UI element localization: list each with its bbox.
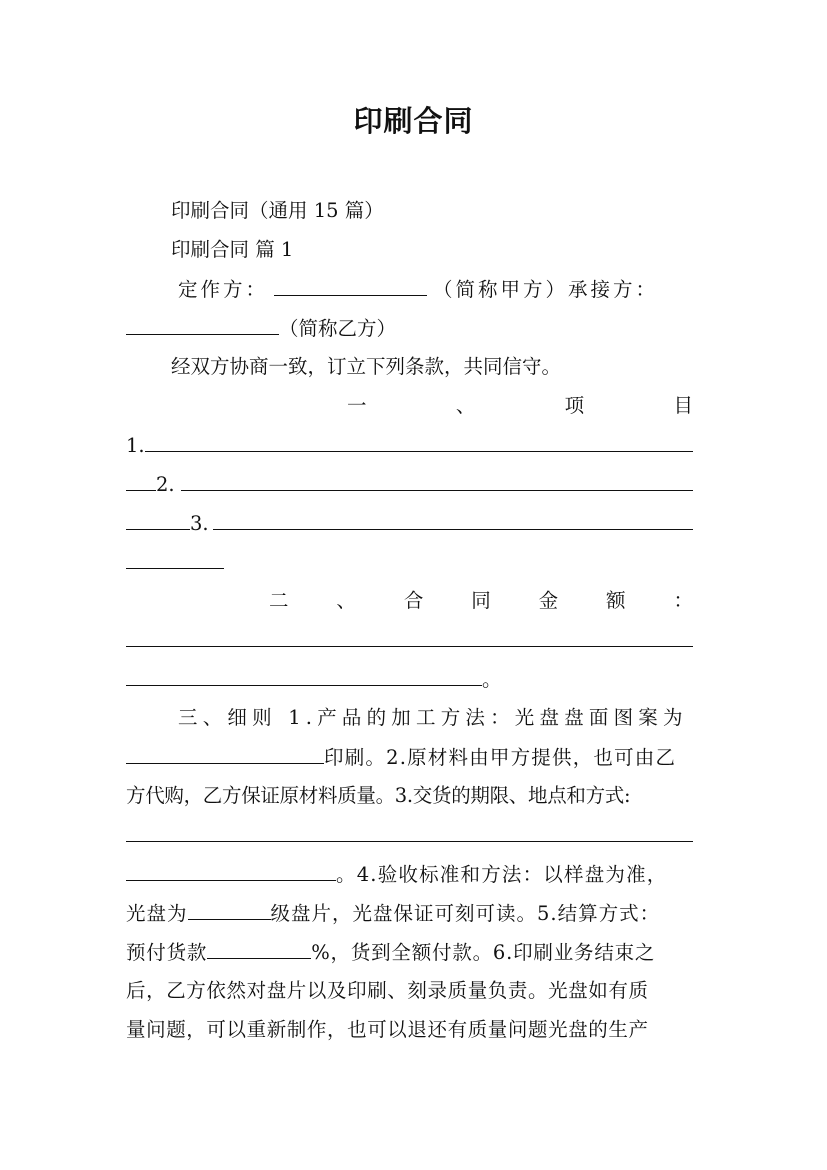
section3-text: 。4.验收标准和方法：以样盘为准， xyxy=(336,863,668,886)
party-b-suffix: （简称乙方） xyxy=(279,317,397,340)
party-b-line xyxy=(126,313,693,343)
delivery-blank-2 xyxy=(126,859,336,881)
party-b-blank xyxy=(126,313,279,335)
item-3-tail-blank xyxy=(126,547,224,569)
section1-heading xyxy=(347,391,693,421)
section3-text: 预付货款 xyxy=(126,941,208,964)
item-2-lead-blank xyxy=(126,469,156,491)
amount-period: 。 xyxy=(482,668,502,691)
party-a-blank xyxy=(274,274,427,296)
section2-char: 同 xyxy=(471,589,491,612)
section2-char: 二 xyxy=(269,589,289,612)
amount-blank-1 xyxy=(126,625,693,647)
section-heading: 印刷合同 篇 1 xyxy=(171,238,294,261)
section3-line-4 xyxy=(126,820,693,850)
delivery-blank-1 xyxy=(126,820,693,842)
item-3-continuation xyxy=(126,547,693,577)
section3-text: 光盘为 xyxy=(126,902,188,925)
party-a-label: 定作方： xyxy=(178,278,269,301)
section2-char: ： xyxy=(673,589,693,612)
section3-text: %，货到全额付款。6.印刷业务结束之 xyxy=(311,941,656,964)
section3-line-5 xyxy=(126,859,693,889)
section3-line-9: 量问题，可以重新制作，也可以退还有质量问题光盘的生产 xyxy=(126,1018,649,1041)
section3-text: 三、细则 1.产品的加工方法：光盘盘面图案为 xyxy=(178,706,688,729)
prepay-blank xyxy=(207,937,311,959)
section1-char: 目 xyxy=(673,394,693,417)
section3-line-7 xyxy=(126,937,693,967)
item-2-blank xyxy=(181,469,693,491)
amount-blank-2 xyxy=(126,664,482,686)
section2-heading xyxy=(269,586,693,616)
section2-char: 合 xyxy=(403,589,424,612)
section3-line-1 xyxy=(178,703,693,733)
section3-text: 级盘片，光盘保证可刻可读。5.结算方式： xyxy=(270,902,661,925)
section2-char: 金 xyxy=(538,589,559,612)
method-blank xyxy=(126,742,324,764)
section2-char: 额 xyxy=(606,589,626,612)
item-2-line xyxy=(126,469,693,499)
item-3-line xyxy=(126,508,693,538)
item-3-lead-blank xyxy=(126,508,190,530)
document-subtitle: 印刷合同（通用 15 篇） xyxy=(171,199,384,222)
amount-line-2 xyxy=(126,664,693,694)
section1-char: 项 xyxy=(564,394,585,417)
item-3-label: 3. xyxy=(190,512,209,535)
intro-text: 经双方协商一致，订立下列条款，共同信守。 xyxy=(171,355,562,378)
item-1-label: 1. xyxy=(126,434,145,457)
section3-line-3: 方代购，乙方保证原材料质量。3.交货的期限、地点和方式: xyxy=(126,784,631,807)
section3-line-6 xyxy=(126,898,693,928)
grade-blank xyxy=(188,898,271,920)
amount-line-1 xyxy=(126,625,693,655)
party-a-suffix: （简称甲方）承接方： xyxy=(433,278,659,301)
item-2-label: 2. xyxy=(156,473,175,496)
section3-line-2 xyxy=(126,742,693,772)
item-1-blank xyxy=(145,430,693,452)
section2-char: 、 xyxy=(336,589,356,612)
section1-char: 、 xyxy=(455,394,476,417)
section3-line-8: 后，乙方依然对盘片以及印刷、刻录质量负责。光盘如有质 xyxy=(126,979,649,1002)
section3-text: 印刷。2.原材料由甲方提供，也可由乙 xyxy=(324,746,677,769)
item-3-blank xyxy=(213,508,693,530)
item-1-line xyxy=(126,430,693,460)
party-a-line xyxy=(178,274,693,304)
section1-char: 一 xyxy=(347,394,367,417)
document-title: 印刷合同 xyxy=(353,104,474,138)
